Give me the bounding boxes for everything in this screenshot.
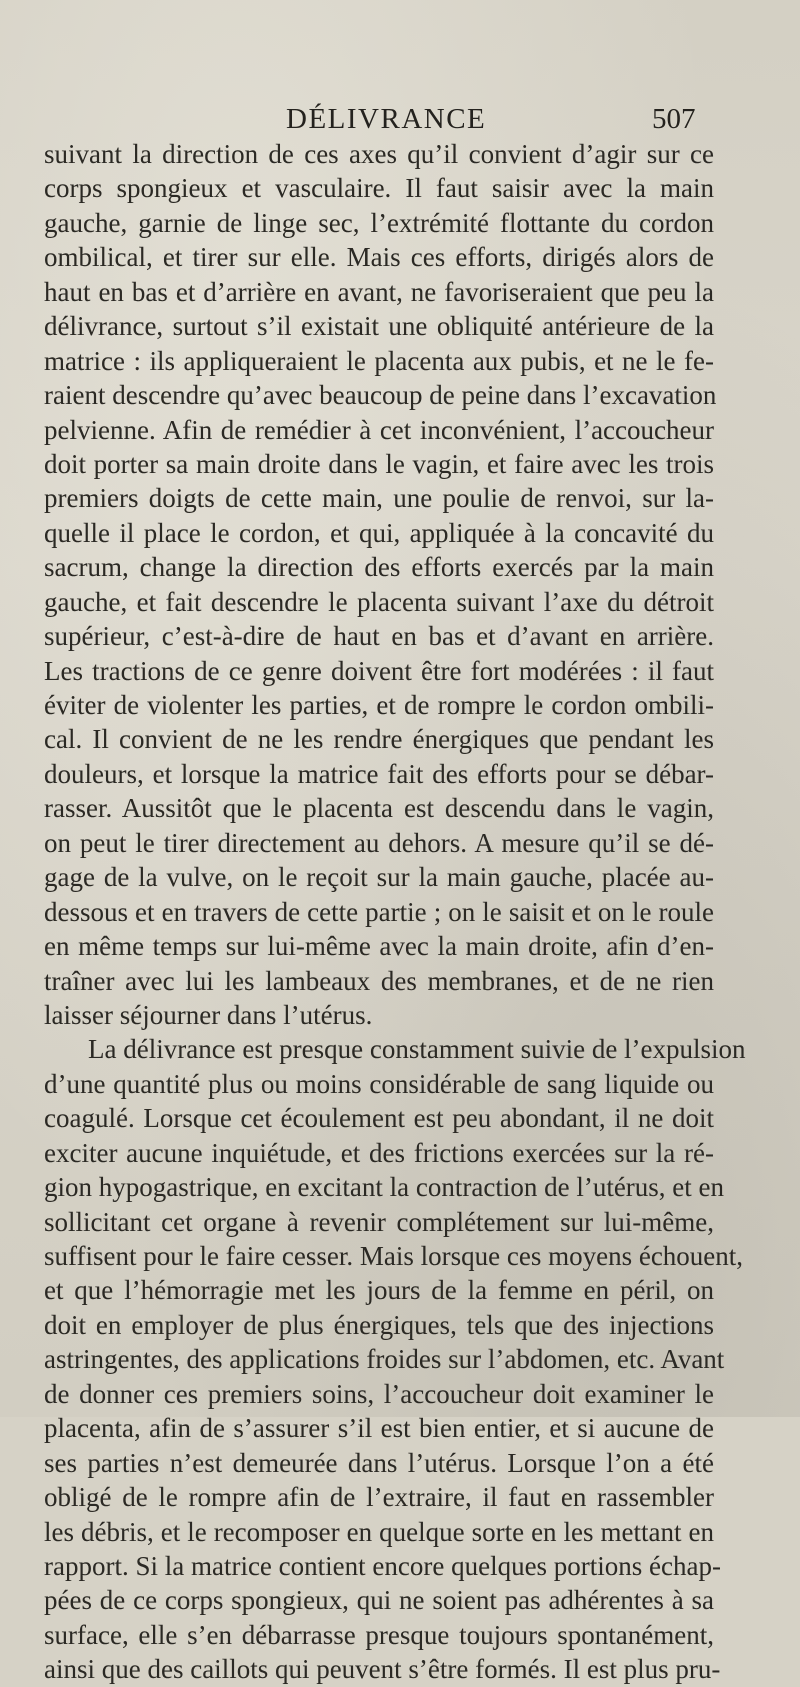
text-line: quelle il place le cordon, et qui, appliquée à la concavité du [44,517,714,548]
text-line: obligé de le rompre afin de l’extraire, il faut en rassembler [44,1482,714,1513]
text-line: Les tractions de ce genre doivent être fort modérées : il faut [44,655,714,686]
text-line: en même temps sur lui-même avec la main droite, afin d’en- [44,931,714,962]
text-line: exciter aucune inquiétude, et des frictions exercées sur la ré- [44,1137,714,1168]
text-line: dessous et en travers de cette partie ; on le saisit et on le roule [44,896,714,927]
text-line: ombilical, et tirer sur elle. Mais ces efforts, dirigés alors de [44,242,714,273]
text-line: coagulé. Lorsque cet écoulement est peu abondant, il ne doit [44,1103,714,1134]
text-line: gauche, et fait descendre le placenta suivant l’axe du détroit [44,586,714,617]
text-line: délivrance, surtout s’il existait une obliquité antérieure de la [44,311,714,342]
text-line: doit en employer de plus énergiques, tels que des injections [44,1309,714,1340]
text-line: et que l’hémorragie met les jours de la femme en péril, on [44,1275,714,1306]
text-line: placenta, afin de s’assurer s’il est bien entier, et si aucune de [44,1413,714,1444]
text-line: rapport. Si la matrice contient encore quelques portions échap- [44,1550,722,1581]
text-line: astringentes, des applications froides sur l’abdomen, etc. Avant [44,1344,725,1375]
text-line: sollicitant cet organe à revenir complétement sur lui-même, [44,1206,714,1237]
text-line: ses parties n’est demeurée dans l’utérus. Lorsque l’on a été [44,1447,714,1478]
page-number: 507 [652,103,696,135]
text-line: doit porter sa main droite dans le vagin, et faire avec les trois [44,448,714,479]
text-line: haut en bas et d’arrière en avant, ne favoriseraient que peu la [44,276,714,307]
body-text [44,137,746,1687]
text-line: rasser. Aussitôt que le placenta est descendu dans le vagin, [44,793,714,824]
text-line: suivant la direction de ces axes qu’il convient d’agir sur ce [44,139,714,169]
text-line: matrice : ils appliqueraient le placenta aux pubis, et ne le fe- [44,345,714,376]
text-line: de donner ces premiers soins, l’accoucheur doit examiner le [44,1378,714,1409]
text-line: éviter de violenter les parties, et de rompre le cordon ombili- [44,690,714,720]
text-line: surface, elle s’en débarrasse presque toujours spontanément, [44,1619,714,1650]
text-line: premiers doigts de cette main, une poulie de renvoi, sur la- [44,483,714,514]
text-line: ainsi que des caillots qui peuvent s’être formés. Il est plus pru- [44,1654,721,1685]
text-line: pées de ce corps spongieux, qui ne soient pas adhérentes à sa [44,1585,714,1616]
text-line: cal. Il convient de ne les rendre énergiques que pendant les [44,724,714,755]
text-line: corps spongieux et vasculaire. Il faut saisir avec la main [44,173,714,204]
text-line: La délivrance est presque constamment suivie de l’expulsion [88,1034,746,1065]
text-line: raient descendre qu’avec beaucoup de peine dans l’excavation [44,380,717,411]
text-line: gion hypogastrique, en excitant la contraction de l’utérus, et en [44,1172,725,1203]
text-line: gauche, garnie de linge sec, l’extrémité flottante du cordon [44,207,714,238]
running-title: DÉLIVRANCE [286,103,487,135]
text-line: sacrum, change la direction des efforts exercés par la main [44,552,714,583]
text-line: pelvienne. Afin de remédier à cet inconvénient, l’accoucheur [44,414,714,445]
text-line: douleurs, et lorsque la matrice fait des efforts pour se débar- [44,758,714,789]
text-line: laisser séjourner dans l’utérus. [44,999,373,1030]
text-line: on peut le tirer directement au dehors. A mesure qu’il se dé- [44,827,714,858]
text-line: traîner avec lui les lambeaux des membranes, et de ne rien [44,965,714,996]
text-line: gage de la vulve, on le reçoit sur la main gauche, placée au- [44,862,714,893]
text-line: supérieur, c’est-à-dire de haut en bas et d’avant en arrière. [44,621,714,652]
text-line: suffisent pour le faire cesser. Mais lorsque ces moyens échouent, [44,1241,744,1271]
text-line: d’une quantité plus ou moins considérable de sang liquide ou [44,1068,714,1099]
text-line: les débris, et le recomposer en quelque sorte en les mettant en [44,1516,714,1547]
